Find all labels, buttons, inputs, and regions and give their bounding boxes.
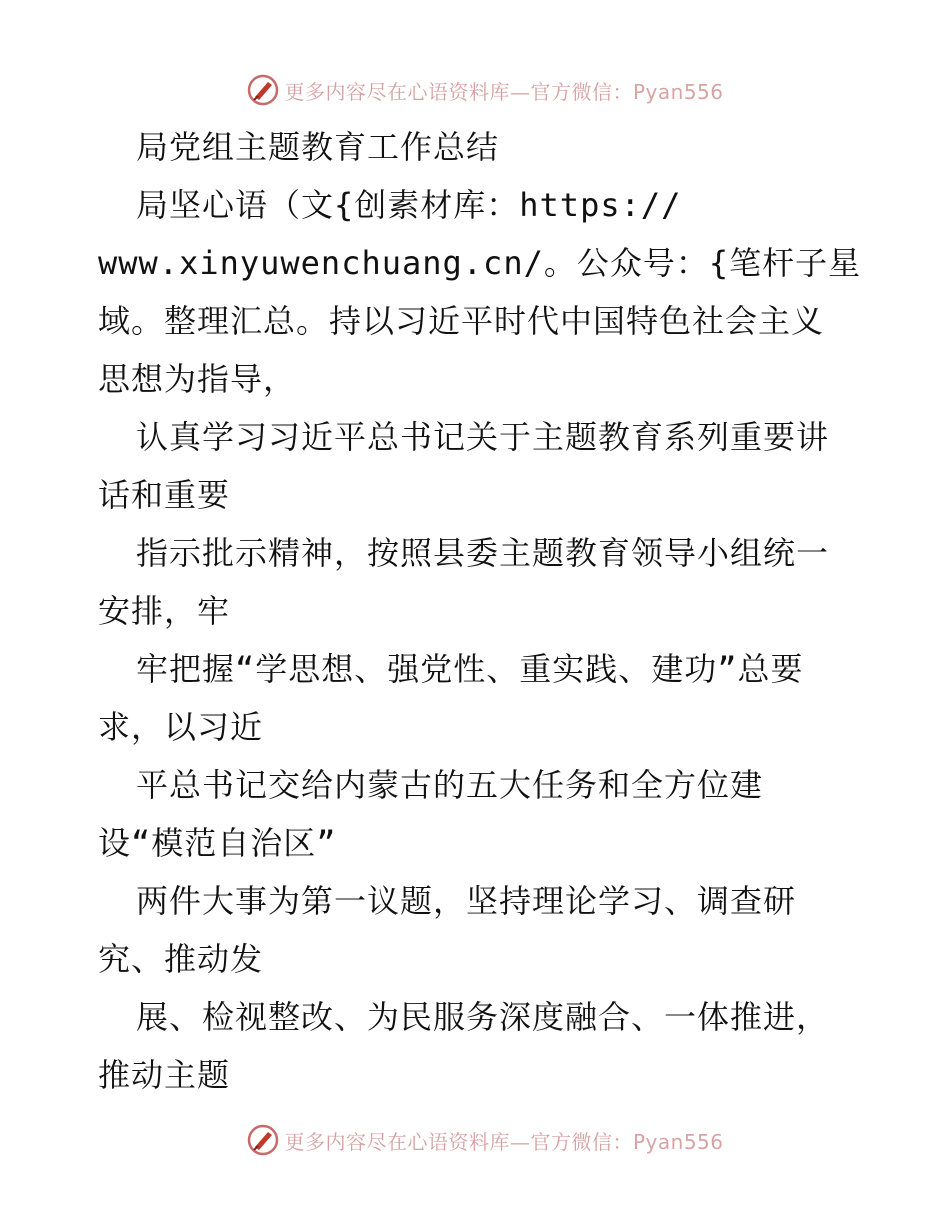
watermark-content: [246, 1123, 723, 1157]
text-line: www.xinyuwenchuang.cn/。公众号：{笔杆子星: [98, 244, 862, 282]
text-line: 域。整理汇总。持以习近平时代中国特色社会主义: [98, 302, 825, 340]
text-line: 思想为指导，: [98, 360, 297, 398]
watermark-text: 更多内容尽在心语资料库—官方微信：Pyan556: [284, 1129, 724, 1154]
text-line: 牢把握“学思想、强党性、重实践、建功”总要: [136, 650, 804, 688]
text-line: 究、推动发: [98, 940, 264, 978]
document-body: [98, 118, 862, 1104]
text-line: 求，以习近: [98, 708, 264, 746]
watermark-banner-top: [0, 70, 950, 110]
text-line: 局坚心语（文{创素材库：https://: [136, 186, 682, 224]
text-line: 认真学习习近平总书记关于主题教育系列重要讲: [136, 418, 830, 456]
watermark-banner-bottom: [0, 1120, 950, 1160]
watermark-content: [246, 73, 723, 107]
watermark-text: 更多内容尽在心语资料库—官方微信：Pyan556: [284, 79, 724, 104]
text-line: 设“模范自治区”: [98, 824, 337, 862]
wechat-id: Pyan556: [632, 79, 724, 104]
text-line: 局党组主题教育工作总结: [136, 128, 500, 166]
text-line: 两件大事为第一议题，坚持理论学习、调查研: [136, 882, 797, 920]
text-line: 指示批示精神，按照县委主题教育领导小组统一: [136, 534, 830, 572]
text-line: 平总书记交给内蒙古的五大任务和全方位建: [136, 766, 764, 804]
text-line: 话和重要: [98, 476, 231, 514]
wechat-id: Pyan556: [632, 1129, 724, 1154]
text-line: 推动主题: [98, 1056, 231, 1094]
text-line: 展、检视整改、为民服务深度融合、一体推进，: [136, 998, 830, 1036]
quill-pen-logo-icon: [246, 73, 280, 107]
quill-pen-logo-icon: [246, 1123, 280, 1157]
text-line: 安排，牢: [98, 592, 231, 630]
